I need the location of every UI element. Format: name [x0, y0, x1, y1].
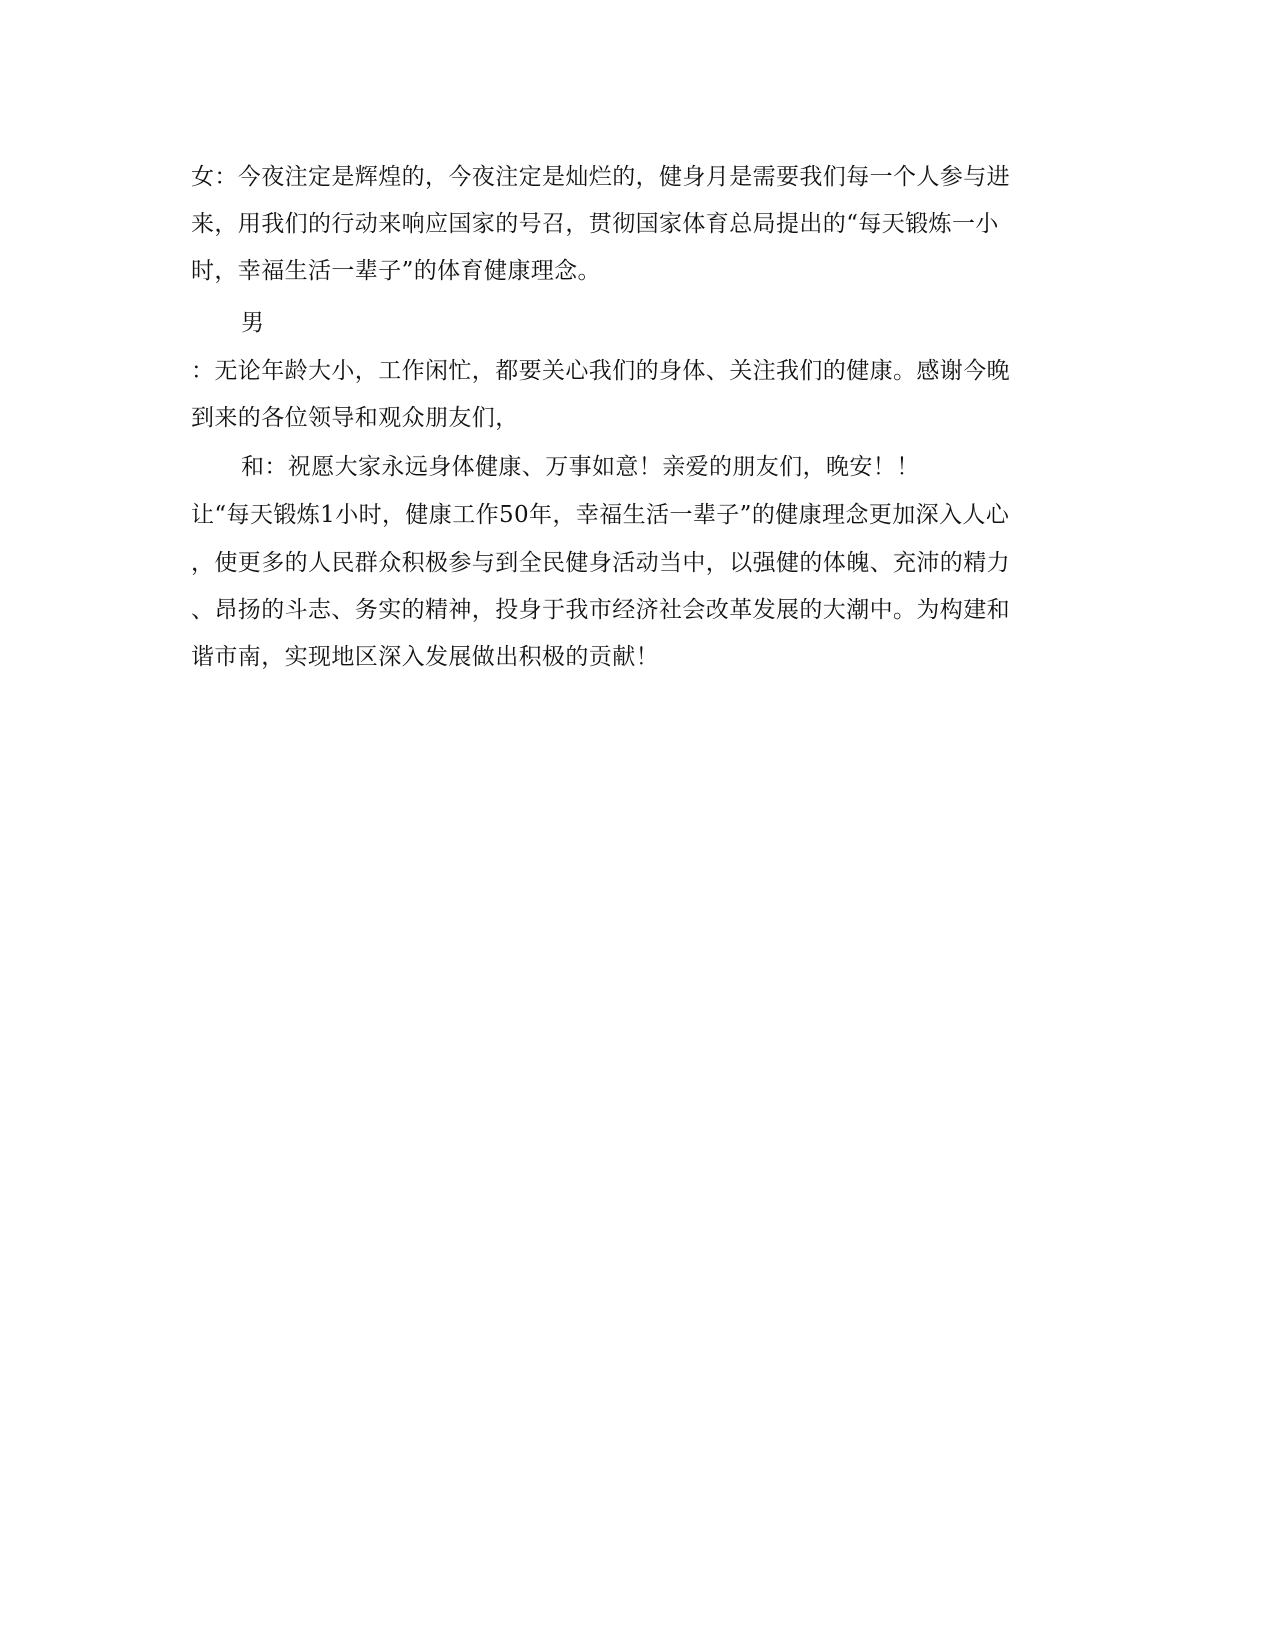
text-line: ，使更多的人民群众积极参与到全民健身活动当中，以强健的体魄、充沛的精力: [191, 550, 1010, 576]
text-line: ：无论年龄大小，工作闲忙，都要关心我们的身体、关注我们的健康。感谢今晚: [191, 358, 1010, 384]
text-line: 让“每天锻炼1小时，健康工作50年，幸福生活一辈子”的健康理念更加深入人心: [191, 502, 1010, 528]
text-line: 来，用我们的行动来响应国家的号召，贯彻国家体育总局提出的“每天锻炼一小: [191, 211, 999, 237]
text-line: 谐市南，实现地区深入发展做出积极的贡献！: [191, 644, 659, 670]
text-line: 和：祝愿大家永远身体健康、万事如意！亲爱的朋友们，晚安！！: [241, 454, 920, 480]
text-line: 到来的各位领导和观众朋友们，: [191, 405, 519, 431]
text-line: 时，幸福生活一辈子”的体育健康理念。: [191, 258, 601, 284]
text-line: 、昂扬的斗志、务实的精神，投身于我市经济社会改革发展的大潮中。为构建和: [191, 597, 1010, 623]
text-line: 女：今夜注定是辉煌的，今夜注定是灿烂的，健身月是需要我们每一个人参与进: [191, 164, 1010, 190]
speaker-label-male: 男: [241, 310, 265, 336]
